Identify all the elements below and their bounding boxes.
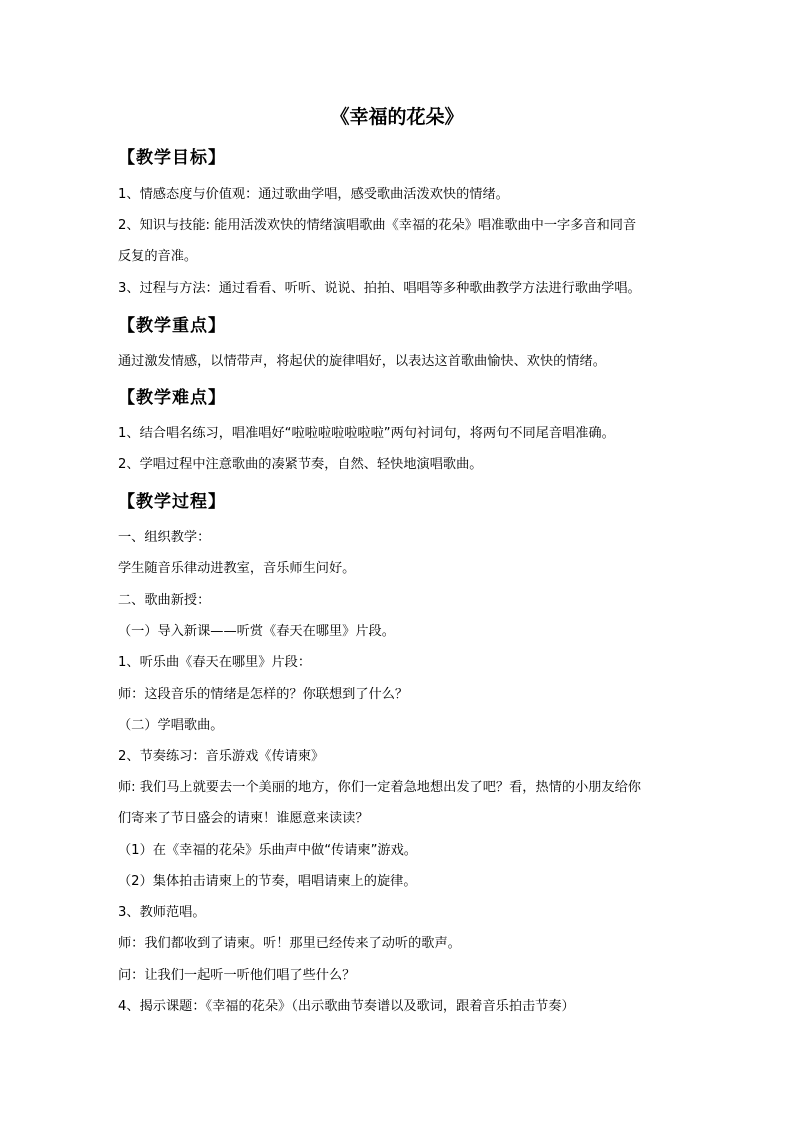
section-heading-goals: 【教学目标】 (118, 148, 226, 168)
section-heading-process: 【教学过程】 (118, 492, 226, 512)
process-line: 二、歌曲新授： (118, 593, 211, 608)
process-line: 3、教师范唱。 (118, 905, 206, 920)
goals-line-2: 2、知识与技能: 能用活泼欢快的情绪演唱歌曲《幸福的花朵》唱准歌曲中一字多音和同音 (118, 218, 637, 233)
process-line: 们寄来了节日盛会的请柬！谁愿意来读读？ (118, 811, 369, 826)
process-line: 4、揭示课题：《幸福的花朵》（出示歌曲节奏谱以及歌词，跟着音乐拍击节奏） (118, 999, 575, 1014)
process-line: 一、组织教学： (118, 530, 211, 545)
process-line: （一）导入新课——听赏《春天在哪里》片段。 (118, 624, 395, 639)
section-heading-difficulties: 【教学难点】 (118, 388, 226, 408)
goals-line-2-continued: 反复的音准。 (118, 249, 198, 264)
process-line: 师：我们都收到了请柬。听！那里已经传来了动听的歌声。 (118, 936, 461, 951)
process-line: 师：这段音乐的情绪是怎样的？你联想到了什么？ (118, 687, 409, 702)
process-line: （二）学唱歌曲。 (118, 718, 224, 733)
process-line: （1）在《幸福的花朵》乐曲声中做“传请柬”游戏。 (118, 843, 417, 858)
process-line: 2、节奏练习：音乐游戏《传请柬》 (118, 749, 325, 764)
process-line: 问：让我们一起听一听他们唱了些什么？ (118, 968, 356, 983)
goals-line-3: 3、过程与方法：通过看看、听听、说说、拍拍、唱唱等多种歌曲教学方法进行歌曲学唱。 (118, 281, 641, 296)
process-line: 师: 我们马上就要去一个美丽的地方，你们一定着急地想出发了吧？看，热情的小朋友给你 (118, 780, 641, 795)
difficulties-line-2: 2、学唱过程中注意歌曲的凑紧节奏，自然、轻快地演唱歌曲。 (118, 457, 483, 472)
process-line: 学生随音乐律动进教室，音乐师生问好。 (118, 561, 356, 576)
process-line: （2）集体拍击请柬上的节奏，唱唱请柬上的旋律。 (118, 874, 417, 889)
section-heading-key-points: 【教学重点】 (118, 316, 226, 336)
document-title: 《幸福的花朵》 (330, 106, 464, 128)
key-points-line-1: 通过激发情感，以情带声，将起伏的旋律唱好，以表达这首歌曲愉快、欢快的情绪。 (118, 354, 606, 369)
goals-line-1: 1、情感态度与价值观：通过歌曲学唱，感受歌曲活泼欢快的情绪。 (118, 187, 509, 202)
difficulties-line-1: 1、结合唱名练习，唱准唱好“啦啦啦啦啦啦啦”两句衬词句，将两句不同尾音唱准确。 (118, 426, 615, 441)
process-line: 1、听乐曲《春天在哪里》片段： (118, 655, 312, 670)
